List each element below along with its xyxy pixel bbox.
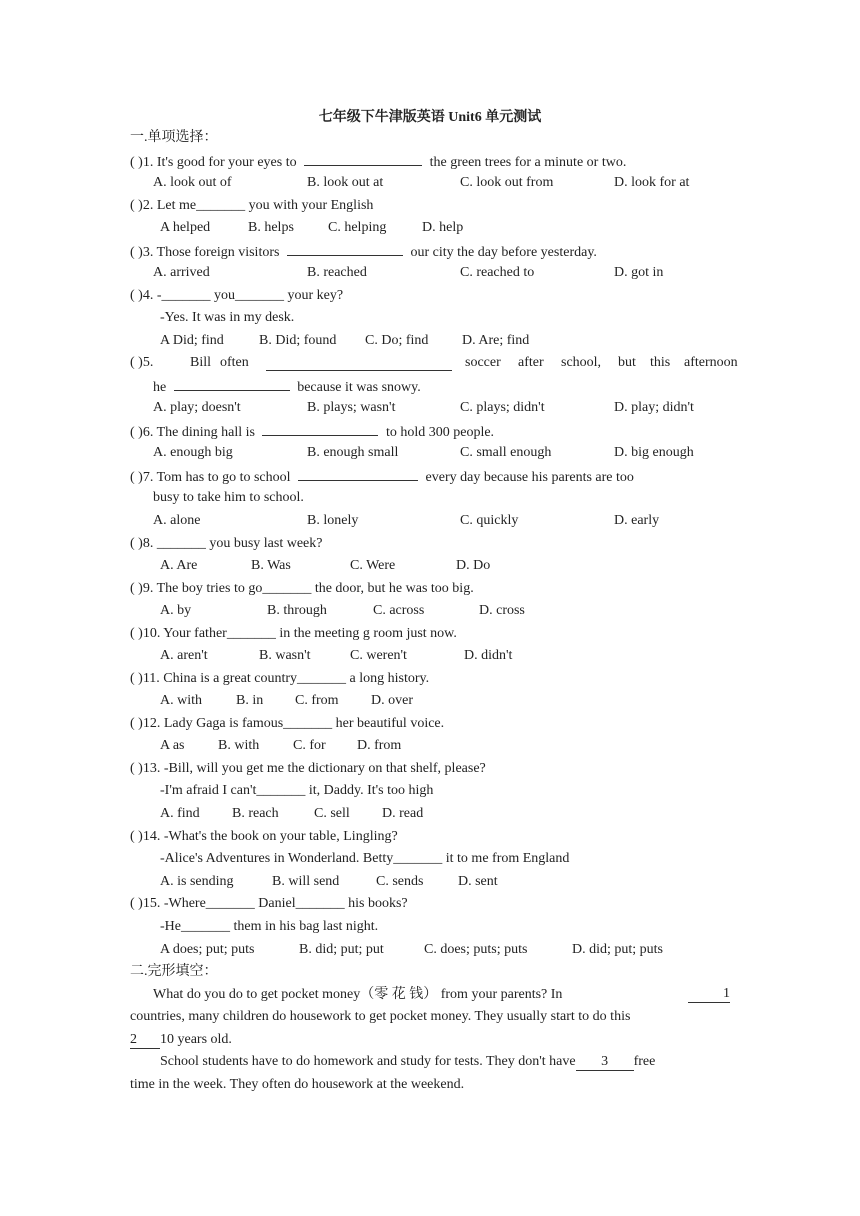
option-d: D. did; put; puts	[572, 942, 664, 957]
question-14: ( )14. -What's the book on your table, Lingling?	[130, 829, 398, 844]
question-5-options	[153, 398, 733, 418]
option-d: D. help	[422, 220, 464, 235]
cloze-paragraph-2-line-1	[160, 1052, 730, 1072]
question-12: ( )12. Lady Gaga is famous_______ her beautiful voice.	[130, 716, 445, 731]
question-3-options	[153, 263, 733, 283]
cloze-blank-3: 3	[576, 1053, 634, 1071]
question-7-options	[153, 511, 733, 531]
cloze-text: School students have to do homework and study for tests. They don't have	[160, 1054, 576, 1069]
option-a: A. with	[160, 693, 202, 708]
option-c: C. across	[373, 603, 425, 618]
question-1	[130, 151, 730, 173]
question-6	[130, 421, 730, 443]
option-d: D. cross	[479, 603, 525, 618]
option-c: C. quickly	[460, 513, 519, 528]
option-b: B. helps	[248, 220, 294, 235]
question-15-options	[160, 940, 720, 960]
option-a: A. Are	[160, 558, 198, 573]
cloze-paragraph-1-line-1	[153, 985, 730, 1005]
option-b: B. with	[218, 738, 260, 753]
cloze-text: What do you do to get pocket money（零 花 钱） from your parents? In	[153, 987, 563, 1002]
option-d: D. big enough	[614, 445, 694, 460]
question-4-options	[160, 331, 720, 351]
option-c: C. Were	[350, 558, 396, 573]
option-c: C. sends	[376, 874, 424, 889]
option-b: B. through	[267, 603, 327, 618]
question-7-stem-end: every day because his parents are too	[425, 470, 634, 485]
question-10: ( )10. Your father_______ in the meeting g room just now.	[130, 626, 457, 641]
option-c: C. helping	[328, 220, 387, 235]
option-d: D. from	[357, 738, 402, 753]
question-2: ( )2. Let me_______ you with your English	[130, 198, 374, 213]
option-b: B. did; put; put	[299, 942, 384, 957]
option-d: D. over	[371, 693, 413, 708]
question-13: ( )13. -Bill, will you get me the dictionary on that shelf, please?	[130, 761, 486, 776]
option-c: C. Do; find	[365, 333, 429, 348]
question-14-options	[160, 872, 720, 892]
question-4: ( )4. -_______ you_______ your key?	[130, 288, 344, 303]
question-9: ( )9. The boy tries to go_______ the door, but he was too big.	[130, 581, 474, 596]
option-b: B. reach	[232, 806, 279, 821]
answer-blank	[266, 356, 452, 371]
option-a: A. look out of	[153, 175, 232, 190]
word: soccer	[465, 355, 501, 370]
question-5-number: ( )5.	[130, 355, 154, 370]
option-a: A. by	[160, 603, 192, 618]
answer-blank	[287, 241, 403, 256]
question-11: ( )11. China is a great country_______ a long history.	[130, 671, 430, 686]
word: afternoon	[684, 355, 738, 370]
question-13-response: -I'm afraid I can't_______ it, Daddy. It's too high	[160, 783, 434, 798]
question-3	[130, 241, 730, 263]
option-d: D. sent	[458, 874, 498, 889]
word: often	[220, 355, 249, 370]
cloze-blank-2: 2	[130, 1031, 160, 1049]
question-6-stem-end: to hold 300 people.	[385, 425, 495, 440]
document-title: 七年级下牛津版英语 Unit6 单元测试	[318, 110, 542, 125]
option-a: A as	[160, 738, 185, 753]
option-b: B. will send	[272, 874, 340, 889]
option-d: D. read	[382, 806, 424, 821]
question-3-stem: ( )3. Those foreign visitors	[130, 245, 280, 260]
cloze-blank-1: 1	[688, 985, 730, 1003]
option-a: A. alone	[153, 513, 201, 528]
question-7-stem: ( )7. Tom has to go to school	[130, 470, 291, 485]
option-b: B. wasn't	[259, 648, 311, 663]
option-c: C. from	[295, 693, 339, 708]
answer-blank	[304, 151, 422, 166]
question-6-options	[153, 443, 733, 463]
option-a: A. arrived	[153, 265, 210, 280]
option-b: B. Was	[251, 558, 291, 573]
option-a: A. find	[160, 806, 200, 821]
option-b: B. look out at	[307, 175, 384, 190]
word: but	[618, 355, 636, 370]
question-10-options	[160, 646, 720, 666]
option-b: B. reached	[307, 265, 367, 280]
answer-blank	[262, 421, 378, 436]
question-1-stem: ( )1. It's good for your eyes to	[130, 155, 297, 170]
section-heading-cloze: 二.完形填空：	[130, 964, 218, 979]
option-c: C. does; puts; puts	[424, 942, 528, 957]
option-c: C. weren't	[350, 648, 407, 663]
option-c: C. plays; didn't	[460, 400, 545, 415]
option-d: D. play; didn't	[614, 400, 694, 415]
option-a: A Did; find	[160, 333, 224, 348]
question-13-options	[160, 804, 720, 824]
question-1-options	[153, 173, 733, 193]
question-5-stem-end: because it was snowy.	[297, 380, 421, 395]
option-b: B. Did; found	[259, 333, 337, 348]
question-7-line-2: busy to take him to school.	[153, 490, 304, 505]
option-d: D. Are; find	[462, 333, 530, 348]
option-a: A. play; doesn't	[153, 400, 241, 415]
question-2-options	[160, 218, 720, 238]
section-heading-multiple-choice: 一.单项选择：	[130, 130, 218, 145]
option-a: A. is sending	[160, 874, 234, 889]
cloze-text: 10 years old.	[160, 1032, 232, 1047]
option-a: A. aren't	[160, 648, 208, 663]
question-14-response: -Alice's Adventures in Wonderland. Betty_______ it to me from England	[160, 851, 570, 866]
cloze-paragraph-2-line-2: time in the week. They often do housework at the weekend.	[130, 1077, 465, 1092]
cloze-text: free	[633, 1054, 656, 1069]
option-b: B. enough small	[307, 445, 399, 460]
option-b: B. plays; wasn't	[307, 400, 396, 415]
word: after	[518, 355, 544, 370]
answer-blank	[298, 466, 418, 481]
question-15: ( )15. -Where_______ Daniel_______ his books?	[130, 896, 408, 911]
option-c: C. for	[293, 738, 326, 753]
option-b: B. in	[236, 693, 264, 708]
question-3-stem-end: our city the day before yesterday.	[410, 245, 597, 260]
question-8-options	[160, 556, 720, 576]
word: school,	[561, 355, 602, 370]
option-d: D. look for at	[614, 175, 690, 190]
question-15-response: -He_______ them in his bag last night.	[160, 919, 379, 934]
cloze-paragraph-1-line-3	[130, 1030, 730, 1050]
cloze-paragraph-1-line-2: countries, many children do housework to get pocket money. They usually start to do this	[130, 1009, 631, 1024]
option-c: C. sell	[314, 806, 350, 821]
option-a: A does; put; puts	[160, 942, 255, 957]
option-c: C. look out from	[460, 175, 554, 190]
question-5-line-2	[153, 376, 753, 398]
option-d: D. Do	[456, 558, 491, 573]
option-b: B. lonely	[307, 513, 359, 528]
answer-blank	[174, 376, 290, 391]
word: he	[153, 380, 167, 395]
option-a: A. enough big	[153, 445, 233, 460]
question-8: ( )8. _______ you busy last week?	[130, 536, 323, 551]
question-6-stem: ( )6. The dining hall is	[130, 425, 255, 440]
option-d: D. got in	[614, 265, 664, 280]
option-c: C. small enough	[460, 445, 552, 460]
question-1-stem-end: the green trees for a minute or two.	[429, 155, 627, 170]
option-a: A helped	[160, 220, 211, 235]
question-9-options	[160, 601, 720, 621]
word: Bill	[190, 355, 212, 370]
question-4-response: -Yes. It was in my desk.	[160, 310, 295, 325]
question-11-options	[160, 691, 720, 711]
question-12-options	[160, 736, 720, 756]
option-d: D. early	[614, 513, 660, 528]
option-c: C. reached to	[460, 265, 535, 280]
option-d: D. didn't	[464, 648, 513, 663]
question-7	[130, 466, 730, 488]
word: this	[650, 355, 671, 370]
